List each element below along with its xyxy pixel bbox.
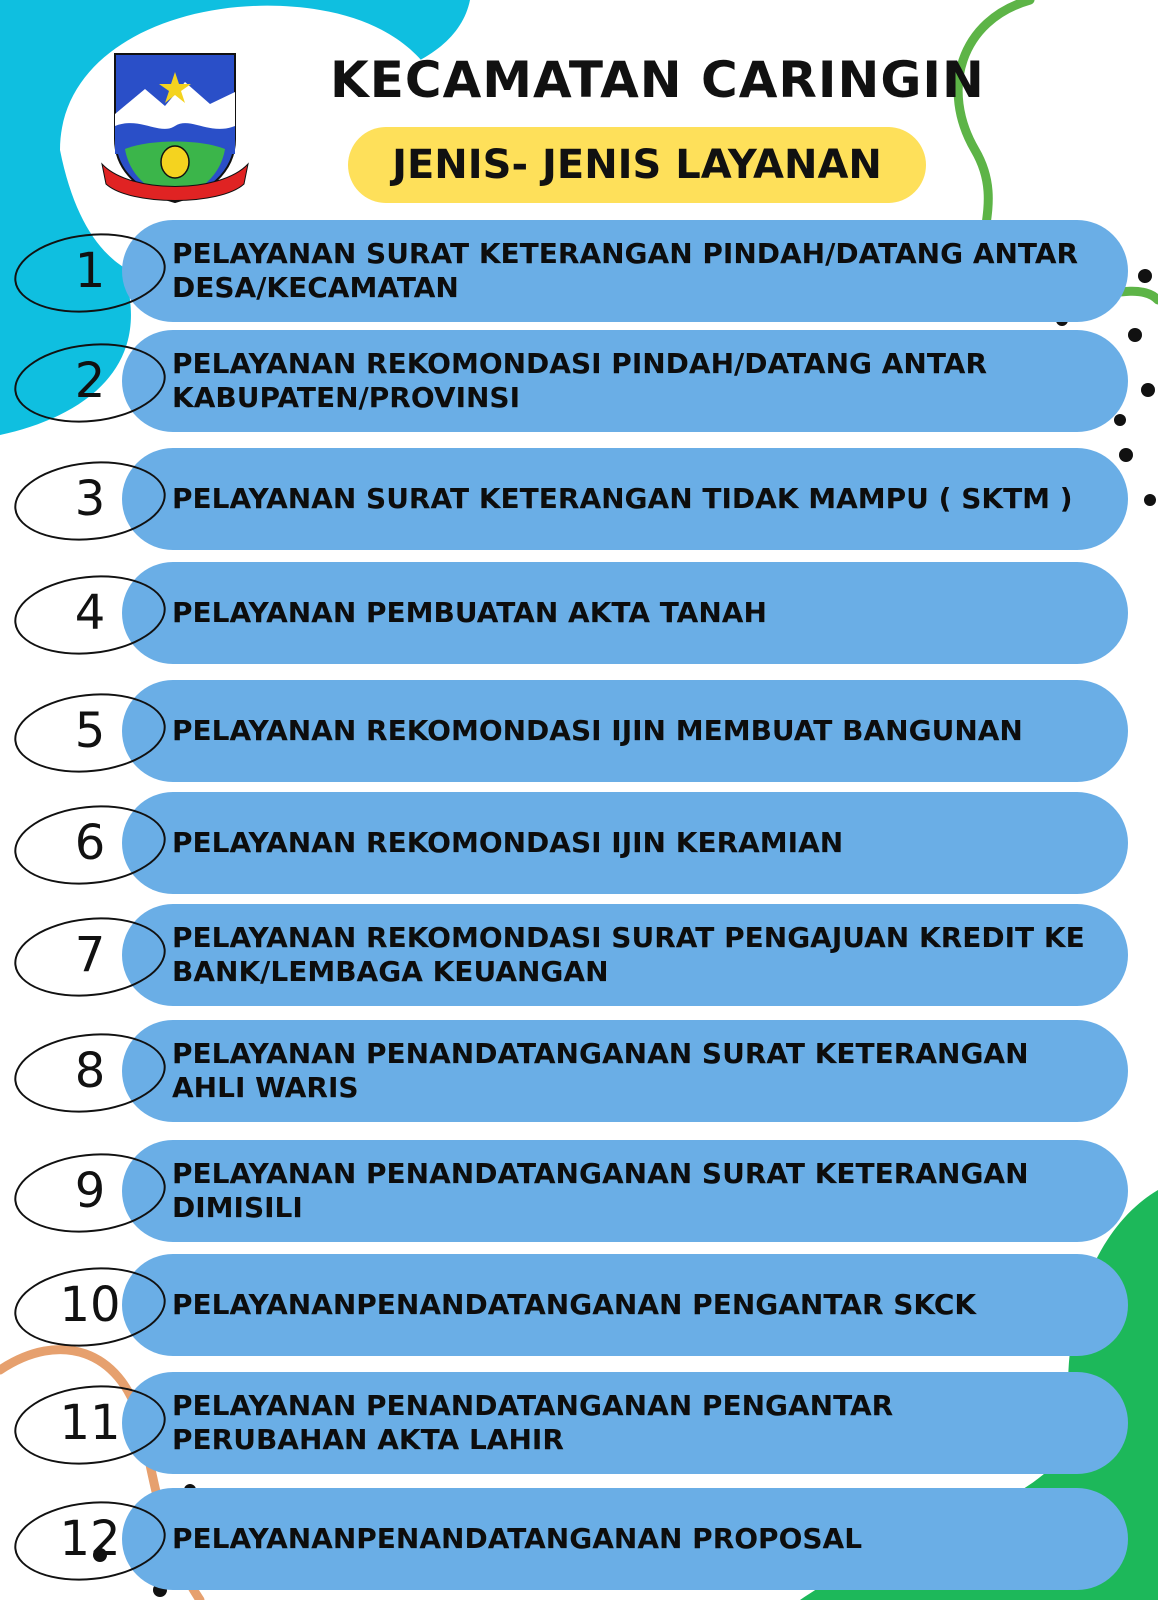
service-item[interactable]	[0, 330, 1158, 432]
service-label: PELAYANAN PEMBUATAN AKTA TANAH	[172, 596, 767, 629]
service-pill[interactable]	[122, 1020, 1128, 1122]
regency-emblem	[100, 44, 250, 204]
service-number: 6	[74, 815, 106, 871]
service-number: 10	[59, 1277, 121, 1333]
service-label: PELAYANAN REKOMONDASI SURAT PENGAJUAN KREDIT KE BANK/LEMBAGA KEUANGAN	[172, 921, 1085, 988]
service-pill[interactable]	[122, 1140, 1128, 1242]
service-number: 11	[59, 1395, 121, 1451]
service-label: PELAYANAN SURAT KETERANGAN PINDAH/DATANG ANTAR DESA/KECAMATAN	[172, 237, 1079, 304]
service-number: 9	[74, 1163, 106, 1219]
service-label: PELAYANAN REKOMONDASI PINDAH/DATANG ANTAR KABUPATEN/PROVINSI	[172, 347, 988, 414]
service-number: 12	[59, 1511, 121, 1567]
service-number: 1	[74, 243, 106, 299]
service-number: 7	[74, 927, 106, 983]
service-pill[interactable]	[122, 1488, 1128, 1590]
service-item[interactable]	[0, 1140, 1158, 1242]
service-item[interactable]	[0, 1488, 1158, 1590]
service-item[interactable]	[0, 562, 1158, 664]
service-item[interactable]	[0, 1020, 1158, 1122]
service-label: PELAYANAN SURAT KETERANGAN TIDAK MAMPU ( SKTM )	[172, 482, 1073, 515]
services-subtitle-badge: JENIS- JENIS LAYANAN	[348, 127, 926, 203]
service-item[interactable]	[0, 220, 1158, 322]
service-label: PELAYANAN REKOMONDASI IJIN MEMBUAT BANGUNAN	[172, 714, 1023, 747]
service-label: PELAYANANPENANDATANGANAN PROPOSAL	[172, 1522, 863, 1555]
service-label: PELAYANAN REKOMONDASI IJIN KERAMIAN	[172, 826, 844, 859]
service-pill[interactable]	[122, 792, 1128, 894]
service-number: 4	[74, 585, 106, 641]
service-pill[interactable]	[122, 1254, 1128, 1356]
service-pill[interactable]	[122, 562, 1128, 664]
service-number: 2	[74, 353, 106, 409]
service-item[interactable]	[0, 1254, 1158, 1356]
service-item[interactable]	[0, 904, 1158, 1006]
service-number: 3	[74, 471, 106, 527]
service-pill[interactable]	[122, 220, 1128, 322]
service-label: PELAYANAN PENANDATANGANAN PENGANTAR PERUBAHAN AKTA LAHIR	[172, 1389, 894, 1456]
service-item[interactable]	[0, 1372, 1158, 1474]
service-number: 5	[74, 703, 106, 759]
service-pill[interactable]	[122, 330, 1128, 432]
service-label: PELAYANAN PENANDATANGANAN SURAT KETERANGAN DIMISILI	[172, 1157, 1029, 1224]
service-pill[interactable]	[122, 680, 1128, 782]
service-pill[interactable]	[122, 904, 1128, 1006]
page-title: KECAMATAN CARINGIN	[330, 51, 985, 109]
service-pill[interactable]	[122, 448, 1128, 550]
service-item[interactable]	[0, 792, 1158, 894]
service-label: PELAYANAN PENANDATANGANAN SURAT KETERANGAN AHLI WARIS	[172, 1037, 1029, 1104]
service-item[interactable]	[0, 448, 1158, 550]
service-number: 8	[74, 1043, 106, 1099]
service-label: PELAYANANPENANDATANGANAN PENGANTAR SKCK	[172, 1288, 977, 1321]
service-pill[interactable]	[122, 1372, 1128, 1474]
service-item[interactable]	[0, 680, 1158, 782]
